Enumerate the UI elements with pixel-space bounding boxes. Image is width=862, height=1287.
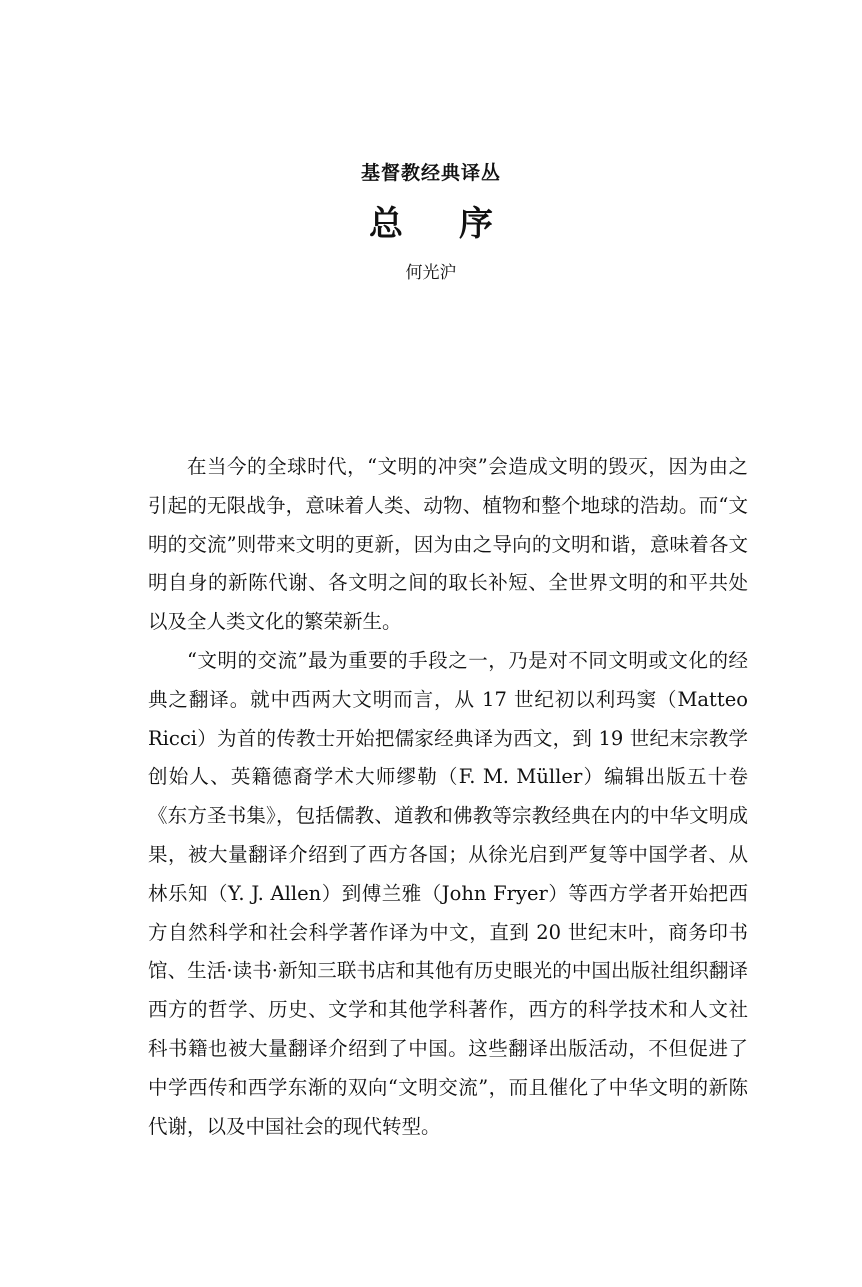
page-title: 总序 <box>369 204 549 244</box>
series-title: 基督教经典译丛 <box>360 162 501 184</box>
author-name: 何光沪 <box>405 263 457 283</box>
paragraph: “文明的交流”最为重要的手段之一，乃是对不同文明或文化的经典之翻译。就中西两大文明而言，从 17 世纪初以利玛窦（Matteo Ricci）为首的传教士开始把儒家经典译为西文，到 19 世纪末宗教学创始人、英籍德裔学术大师缪勒（F. M. Müller）编辑出版五十卷《东方圣书集》，包括儒教、道教和佛教等宗教经典在内的中华文明成果，被大量翻译介绍到了西方各国；从徐光启到严复等中国学者、从林乐知（Y. J. Allen）到傅兰雅（John Fryer）等西方学者开始把西方自然科学和社会科学著作译为中文，直到 20 世纪末叶，商务印书馆、生活·读书·新知三联书店和其他有历史眼光的中国出版社组织翻译西方的哲学、历史、文学和其他学科著作，西方的科学技术和人文社科书籍也被大量翻译介绍到了中国。这些翻译出版活动，不但促进了中学西传和西学东渐的双向“文明交流”，而且催化了中华文明的新陈代谢，以及中国社会的现代转型。 <box>148 648 748 1138</box>
body-text <box>148 448 748 1146</box>
paragraph: 在当今的全球时代，“文明的冲突”会造成文明的毁灭，因为由之引起的无限战争，意味着人类、动物、植物和整个地球的浩劫。而“文明的交流”则带来文明的更新，因为由之导向的文明和谐，意味着各文明自身的新陈代谢、各文明之间的取长补短、全世界文明的和平共处以及全人类文化的繁荣新生。 <box>148 455 748 634</box>
